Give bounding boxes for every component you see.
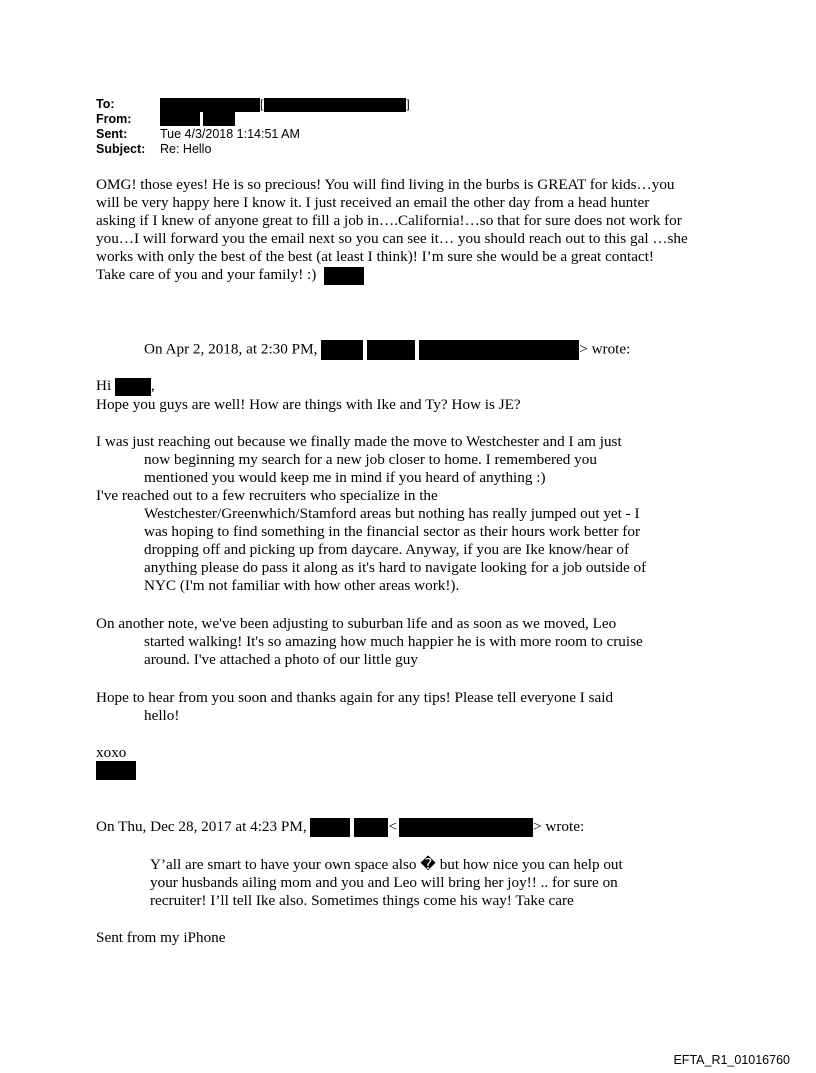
redaction-block xyxy=(203,112,235,126)
reply-line: OMG! those eyes! He is so precious! You will find living in the burbs is GREAT for kids…you xyxy=(96,176,675,193)
reply-line: you…I will forward you the email next so you can see it… you should reach out to this gal …she xyxy=(96,230,688,247)
redaction-block xyxy=(367,340,415,360)
reply-line-text: Take care of you and your family! :) xyxy=(96,266,317,283)
greeting: Hi xyxy=(96,377,112,394)
to-value: [ ] xyxy=(160,97,410,112)
attribution-suffix: > wrote: xyxy=(533,818,585,835)
greeting-comma: , xyxy=(150,377,155,394)
redaction-block xyxy=(321,340,363,360)
from-label: From: xyxy=(96,112,132,126)
body-line: was hoping to find something in the financial sector as their hours work better for xyxy=(144,523,641,540)
body-line: NYC (I'm not familiar with how other areas work!). xyxy=(144,577,460,594)
attribution-suffix: > wrote: xyxy=(579,340,631,358)
body-line: Westchester/Greenwhich/Stamford areas but nothing has really jumped out yet - I xyxy=(144,505,640,522)
reply-line: works with only the best of the best (at least I think)! I’m sure she would be a great contact! xyxy=(96,248,654,265)
redaction-block xyxy=(354,818,388,837)
redaction-block xyxy=(419,340,579,360)
greeting-line xyxy=(96,377,155,396)
body-line: On another note, we've been adjusting to suburban life and as soon as we moved, Leo xyxy=(96,615,617,632)
signoff: xoxo xyxy=(96,744,127,761)
attribution-line xyxy=(96,818,584,837)
redaction-block xyxy=(115,378,151,396)
body-line: hello! xyxy=(144,707,180,724)
subject-value: Re: Hello xyxy=(160,142,212,156)
body-line: started walking! It's so amazing how much happier he is with more room to cruise xyxy=(144,633,643,650)
redaction-block xyxy=(310,818,350,837)
body-line: recruiter! I’ll tell Ike also. Sometimes things come his way! Take care xyxy=(150,892,574,909)
reply-line: will be very happy here I know it. I just received an email the other day from a head hunter xyxy=(96,194,650,211)
subject-label: Subject: xyxy=(96,142,146,156)
document-id: EFTA_R1_01016760 xyxy=(673,1053,790,1067)
body-line: I've reached out to a few recruiters who specialize in the xyxy=(96,487,438,504)
body-line: I was just reaching out because we finally made the move to Westchester and I am just xyxy=(96,433,622,450)
sent-value: Tue 4/3/2018 1:14:51 AM xyxy=(160,127,300,141)
body-line: your husbands ailing mom and you and Leo will bring her joy!! .. for sure on xyxy=(150,874,618,891)
body-line: Hope you guys are well! How are things with Ike and Ty? How is JE? xyxy=(96,396,521,413)
reply-line-last xyxy=(96,266,364,285)
from-value xyxy=(160,111,235,126)
email-header xyxy=(96,97,516,159)
redaction-block xyxy=(399,818,533,837)
attribution-line xyxy=(144,340,630,360)
body-line: around. I've attached a photo of our little guy xyxy=(144,651,418,668)
lt-bracket: < xyxy=(388,818,398,835)
redaction-block xyxy=(264,98,406,112)
reply-line: asking if I knew of anyone great to fill a job in….California!…so that for sure does not work for xyxy=(96,212,682,229)
redaction-block xyxy=(160,112,200,126)
sent-label: Sent: xyxy=(96,127,128,141)
signature-redaction xyxy=(96,761,136,780)
body-line: Hope to hear from you soon and thanks again for any tips! Please tell everyone I said xyxy=(96,689,614,706)
redaction-block xyxy=(96,761,136,780)
redaction-block xyxy=(160,98,260,112)
body-line: dropping off and picking up from daycare. Anyway, if you are Ike know/hear of xyxy=(144,541,630,558)
body-line: Y’all are smart to have your own space also � but how nice you can help out xyxy=(150,856,623,873)
body-line: mentioned you would keep me in mind if you heard of anything :) xyxy=(144,469,546,486)
to-label: To: xyxy=(96,97,115,111)
attribution-prefix: On Thu, Dec 28, 2017 at 4:23 PM, xyxy=(96,818,307,835)
redaction-block xyxy=(324,267,364,285)
attribution-prefix: On Apr 2, 2018, at 2:30 PM, xyxy=(144,340,318,358)
sent-from-line: Sent from my iPhone xyxy=(96,929,226,946)
body-line: now beginning my search for a new job closer to home. I remembered you xyxy=(144,451,597,468)
body-line: anything please do pass it along as it's hard to navigate looking for a job outside of xyxy=(144,559,647,576)
